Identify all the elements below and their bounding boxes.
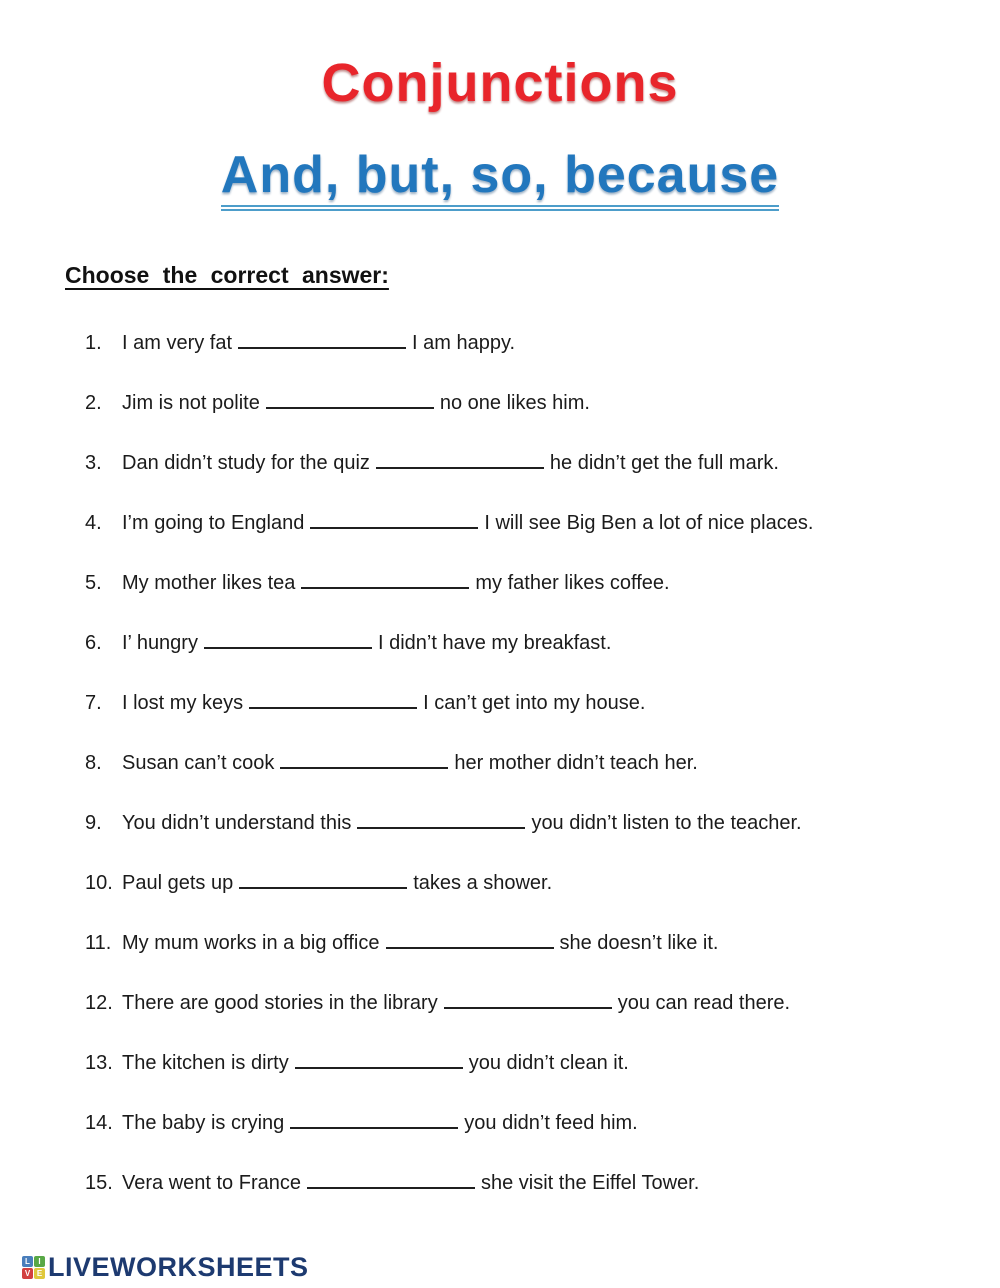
question-row-14 bbox=[85, 1111, 980, 1135]
logo-square-l: L bbox=[22, 1256, 33, 1267]
question-number: 5. bbox=[85, 572, 102, 594]
question-text-after: I am happy. bbox=[412, 332, 516, 354]
question-text-before: Dan didn’t study for the quiz bbox=[122, 452, 370, 474]
question-row-9 bbox=[85, 811, 980, 835]
answer-blank[interactable] bbox=[239, 871, 407, 889]
question-text-after: her mother didn’t teach her. bbox=[454, 752, 698, 774]
question-number: 13. bbox=[85, 1052, 113, 1074]
question-text-before: Paul gets up bbox=[122, 872, 234, 894]
question-text-after: you can read there. bbox=[617, 992, 791, 1014]
question-row-4 bbox=[85, 511, 980, 535]
brand-name: LIVEWORKSHEETS bbox=[48, 1252, 309, 1282]
question-number: 9. bbox=[85, 812, 102, 834]
question-row-12 bbox=[85, 991, 980, 1015]
question-text-after: takes a shower. bbox=[413, 872, 553, 894]
worksheet-subtitle-wrap bbox=[0, 148, 1000, 211]
question-number: 8. bbox=[85, 752, 102, 774]
question-number: 3. bbox=[85, 452, 102, 474]
question-text-before: You didn’t understand this bbox=[122, 812, 352, 834]
question-row-3 bbox=[85, 451, 980, 475]
answer-blank[interactable] bbox=[238, 331, 406, 349]
question-row-10 bbox=[85, 871, 980, 895]
question-number: 15. bbox=[85, 1172, 113, 1194]
question-row-6 bbox=[85, 631, 980, 655]
question-row-8 bbox=[85, 751, 980, 775]
question-list bbox=[85, 331, 980, 1231]
answer-blank[interactable] bbox=[295, 1051, 463, 1069]
question-text-after: I will see Big Ben a lot of nice places. bbox=[484, 512, 814, 534]
liveworksheets-logo-icon bbox=[22, 1256, 45, 1279]
answer-blank[interactable] bbox=[204, 631, 372, 649]
question-text-before: Jim is not polite bbox=[122, 392, 260, 414]
answer-blank[interactable] bbox=[376, 451, 544, 469]
logo-square-v: V bbox=[22, 1268, 33, 1279]
worksheet-title: Conjunctions bbox=[321, 53, 679, 113]
question-text-after: you didn’t feed him. bbox=[464, 1112, 638, 1134]
logo-square-i: I bbox=[34, 1256, 45, 1267]
instruction-heading: Choose the correct answer: bbox=[65, 262, 389, 288]
answer-blank[interactable] bbox=[307, 1171, 475, 1189]
question-row-13 bbox=[85, 1051, 980, 1075]
question-text-after: he didn’t get the full mark. bbox=[549, 452, 779, 474]
question-text-before: Susan can’t cook bbox=[122, 752, 275, 774]
answer-blank[interactable] bbox=[444, 991, 612, 1009]
question-row-11 bbox=[85, 931, 980, 955]
question-text-before: I am very fat bbox=[122, 332, 233, 354]
question-text-before: I’ hungry bbox=[122, 632, 198, 654]
footer bbox=[22, 1252, 309, 1283]
answer-blank[interactable] bbox=[301, 571, 469, 589]
question-number: 2. bbox=[85, 392, 102, 414]
question-row-7 bbox=[85, 691, 980, 715]
answer-blank[interactable] bbox=[310, 511, 478, 529]
question-text-before: I’m going to England bbox=[122, 512, 305, 534]
question-row-2 bbox=[85, 391, 980, 415]
worksheet-subtitle: And, but, so, because bbox=[221, 148, 779, 211]
question-text-before: I lost my keys bbox=[122, 692, 244, 714]
answer-blank[interactable] bbox=[266, 391, 434, 409]
question-text-before: My mum works in a big office bbox=[122, 932, 380, 954]
question-number: 10. bbox=[85, 872, 113, 894]
question-number: 14. bbox=[85, 1112, 113, 1134]
question-number: 7. bbox=[85, 692, 102, 714]
question-row-15 bbox=[85, 1171, 980, 1195]
question-text-after: no one likes him. bbox=[439, 392, 590, 414]
question-text-before: The baby is crying bbox=[122, 1112, 285, 1134]
question-row-1 bbox=[85, 331, 980, 355]
question-text-after: you didn’t listen to the teacher. bbox=[531, 812, 802, 834]
question-number: 11. bbox=[85, 932, 112, 954]
answer-blank[interactable] bbox=[357, 811, 525, 829]
logo-square-e: E bbox=[34, 1268, 45, 1279]
question-text-before: The kitchen is dirty bbox=[122, 1052, 289, 1074]
answer-blank[interactable] bbox=[290, 1111, 458, 1129]
question-text-after: she visit the Eiffel Tower. bbox=[480, 1172, 700, 1194]
question-row-5 bbox=[85, 571, 980, 595]
question-text-after: I can’t get into my house. bbox=[423, 692, 646, 714]
question-number: 1. bbox=[85, 332, 102, 354]
answer-blank[interactable] bbox=[386, 931, 554, 949]
question-text-after: she doesn’t like it. bbox=[559, 932, 719, 954]
answer-blank[interactable] bbox=[280, 751, 448, 769]
question-number: 6. bbox=[85, 632, 102, 654]
question-number: 12. bbox=[85, 992, 113, 1014]
question-text-before: My mother likes tea bbox=[122, 572, 296, 594]
question-text-after: I didn’t have my breakfast. bbox=[377, 632, 612, 654]
question-text-before: Vera went to France bbox=[122, 1172, 301, 1194]
answer-blank[interactable] bbox=[249, 691, 417, 709]
question-text-after: my father likes coffee. bbox=[475, 572, 670, 594]
question-text-before: There are good stories in the library bbox=[122, 992, 438, 1014]
question-number: 4. bbox=[85, 512, 102, 534]
question-text-after: you didn’t clean it. bbox=[468, 1052, 629, 1074]
